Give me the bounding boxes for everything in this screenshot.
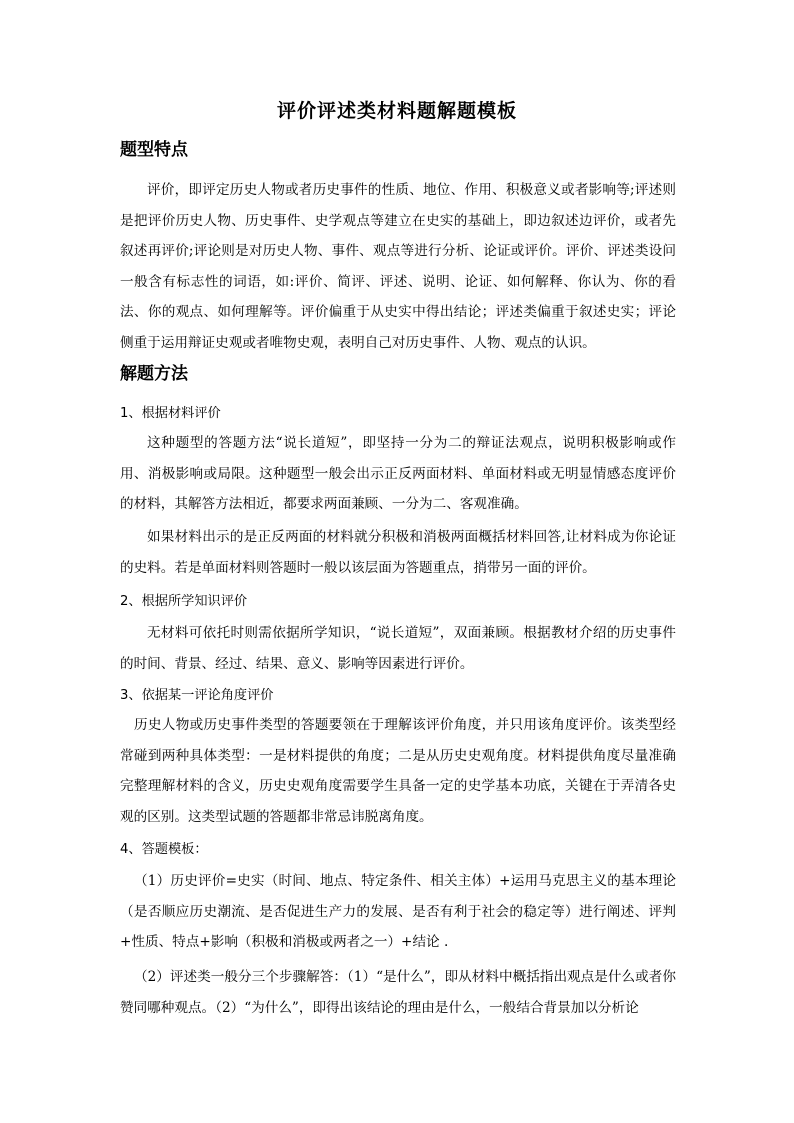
section-heading-question-features: 题型特点 — [120, 140, 188, 160]
method-2-label: 2、根据所学知识评价 — [120, 594, 248, 609]
method-3-paragraph: 历史人物或历史事件类型的答题要领在于理解该评价角度，并只用该角度评价。该类型经常碰到两种具体类型：一是材料提供的角度；二是从历史史观角度。材料提供角度尽量准确完整理解材料的含义，历史史观角度需要学生具备一定的史学基本功底，关键在于弄清各史观的区别。这类型试题的答题都非常忌讳脱离角度。 — [120, 717, 676, 825]
method-1-label: 1、根据材料评价 — [120, 406, 221, 421]
paragraph-question-features: 评价，即评定历史人物或者历史事件的性质、地位、作用、积极意义或者影响等;评述则是把评价历史人物、历史事件、史学观点等建立在史实的基础上，即边叙述边评价，或者先叙述再评价;评论则是对历史人物、事件、观点等进行分析、论证或评价。评价、评述类设问一般含有标志性的词语，如:评价、简评、评述、说明、论证、如何解释、你认为、你的看法、你的观点、如何理解等。评价偏重于从史实中得出结论；评述类偏重于叙述史实；评论侧重于运用辩证史观或者唯物史观，表明自己对历史事件、人物、观点的认识。 — [120, 182, 676, 351]
method-1-paragraph-1: 这种题型的答题方法“说长道短”，即坚持一分为二的辩证法观点，说明积极影响或作用、消极影响或局限。这种题型一般会出示正反两面材料、单面材料或无明显情感态度评价的材料，其解答方法相近，都要求两面兼顾、一分为二、客观准确。 — [120, 435, 676, 512]
section-heading-solving-methods: 解题方法 — [120, 364, 188, 384]
document-title: 评价评述类材料题解题模板 — [276, 100, 517, 122]
method-3-label: 3、依据某一评论角度评价 — [120, 688, 274, 703]
method-4-template-2: （2）评述类一般分三个步骤解答：（1）“是什么”，即从材料中概括指出观点是什么或者你赞同哪种观点。（2）“为什么”，即得出该结论的理由是什么，一般结合背景加以分析论 — [120, 969, 676, 1016]
method-2-paragraph: 无材料可依托时则需依据所学知识，“说长道短”，双面兼顾。根据教材介绍的历史事件的时间、背景、经过、结果、意义、影响等因素进行评价。 — [120, 625, 676, 672]
method-4-label: 4、答题模板： — [120, 842, 208, 857]
method-4-template-1: （1）历史评价=史实（时间、地点、特定条件、相关主体）+运用马克思主义的基本理论（是否顺应历史潮流、是否促进生产力的发展、是否有利于社会的稳定等）进行阐述、评判+性质、特点+影响（积极和消极或两者之一）+结论 . — [120, 873, 676, 950]
method-1-paragraph-2: 如果材料出示的是正反两面的材料就分积极和消极两面概括材料回答,让材料成为你论证的史料。若是单面材料则答题时一般以该层面为答题重点，捎带另一面的评价。 — [120, 529, 676, 576]
